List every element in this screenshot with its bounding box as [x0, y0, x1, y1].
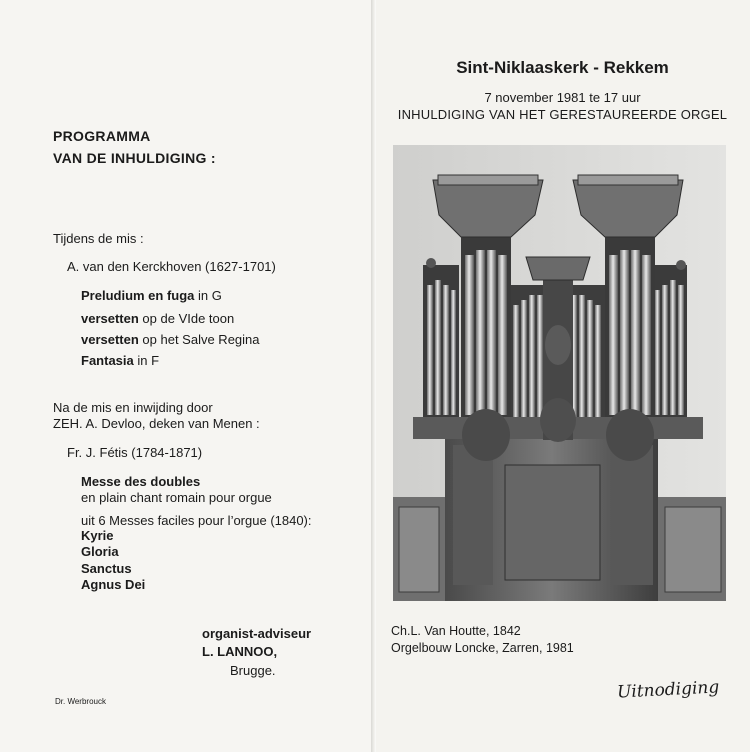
movement-agnus-dei: Agnus Dei	[81, 577, 146, 592]
church-title: Sint-Niklaaskerk - Rekkem	[456, 58, 669, 77]
organist-role: organist-adviseur	[202, 626, 312, 641]
piece-item	[81, 288, 222, 303]
piece-title: Preludium en fuga	[81, 288, 195, 303]
piece-title: versetten	[81, 311, 139, 326]
movement-gloria: Gloria	[81, 544, 119, 559]
composer-fetis: Fr. J. Fétis (1784-1871)	[67, 445, 203, 460]
piece-item	[81, 353, 159, 368]
messe-source: uit 6 Messes faciles pour l’orgue (1840):	[81, 513, 312, 528]
photo-caption-builder: Ch.L. Van Houtte, 1842	[391, 624, 521, 638]
piece-item	[81, 332, 260, 347]
organist-city: Brugge.	[230, 663, 276, 678]
mass-intro: Tijdens de mis :	[53, 231, 144, 246]
photo-credit: Dr. Werbrouck	[55, 697, 106, 706]
photo-caption-restorer: Orgelbouw Loncke, Zarren, 1981	[391, 641, 574, 655]
messe-subtitle: en plain chant romain pour orgue	[81, 490, 272, 505]
program-heading-line2: VAN DE INHULDIGING :	[53, 150, 216, 166]
piece-detail: in F	[133, 353, 160, 368]
left-page	[0, 0, 373, 752]
organ-photo	[393, 145, 726, 601]
piece-item	[81, 311, 234, 326]
piece-detail: op het Salve Regina	[138, 332, 260, 347]
invitation-script: Uitnodiging	[616, 677, 720, 703]
piece-title: versetten	[81, 332, 139, 347]
piece-detail: op de VIde toon	[138, 311, 235, 326]
piece-title: Fantasia	[81, 353, 134, 368]
event-title: INHULDIGING VAN HET GERESTAUREERDE ORGEL	[397, 107, 728, 122]
after-mass-line2: ZEH. A. Devloo, deken van Menen :	[53, 416, 260, 431]
piece-detail: in G	[194, 288, 222, 303]
program-heading-line1: PROGRAMMA	[53, 128, 151, 144]
composer-kerckhoven: A. van den Kerckhoven (1627-1701)	[67, 259, 276, 274]
movement-sanctus: Sanctus	[81, 561, 132, 576]
messe-title: Messe des doubles	[81, 474, 201, 489]
after-mass-line1: Na de mis en inwijding door	[53, 400, 213, 415]
movement-kyrie: Kyrie	[81, 528, 114, 543]
organist-name: L. LANNOO,	[202, 644, 278, 659]
event-date: 7 november 1981 te 17 uur	[484, 90, 641, 105]
